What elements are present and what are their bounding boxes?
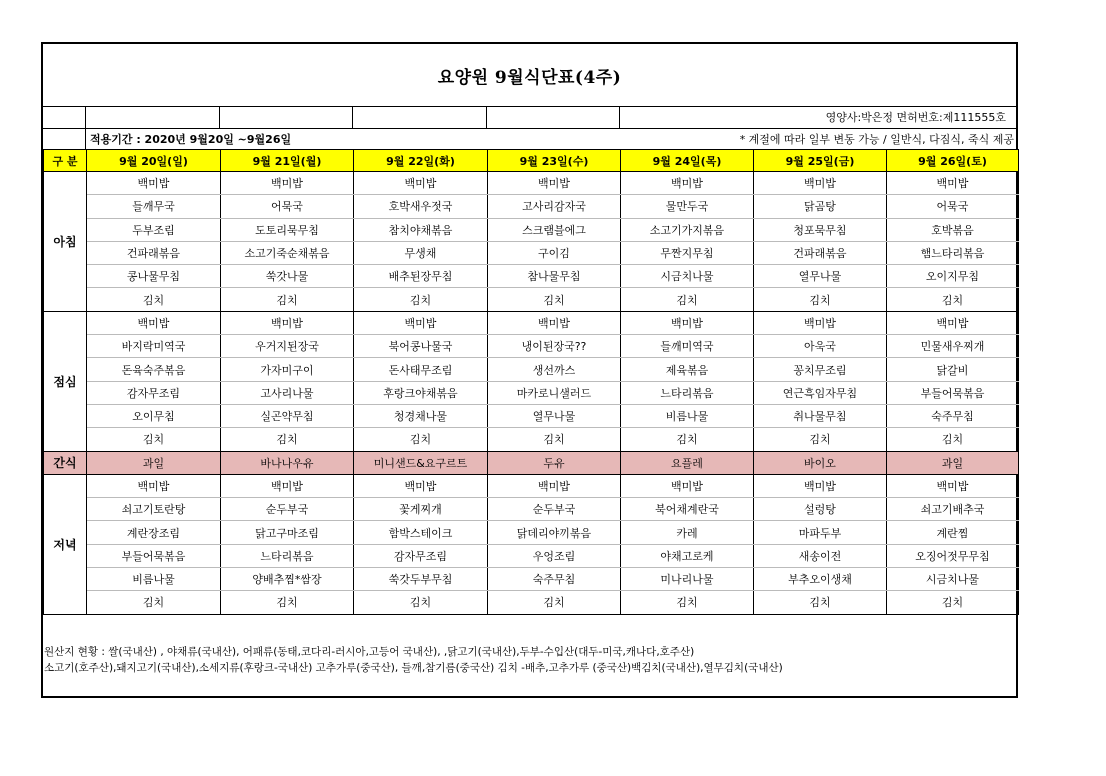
origin-line-2: 소고기(호주산),돼지고기(국내산),소세지류(후랑크-국내산) 고추가루(중국산), 들깨,참기름(중국산) 김치 -배추,고추가루 (중국산)백김치(국내산),열무김치(국내산) <box>44 662 783 674</box>
menu-item: 김치 <box>87 288 221 311</box>
menu-item: 김치 <box>621 428 754 451</box>
title-row <box>43 44 1016 107</box>
lunch-row <box>44 311 1019 334</box>
dinner-row <box>44 474 1019 497</box>
menu-item: 취나물무침 <box>754 404 887 427</box>
menu-item: 김치 <box>221 591 354 614</box>
menu-item: 백미밥 <box>621 311 754 334</box>
header-row <box>44 150 1019 172</box>
menu-item: 시금치나물 <box>887 568 1019 591</box>
dinner-row <box>44 521 1019 544</box>
menu-item: 참치야채볶음 <box>354 218 488 241</box>
menu-item: 청경채나물 <box>354 404 488 427</box>
menu-item: 닭데리야끼볶음 <box>488 521 621 544</box>
menu-item: 냉이된장국?? <box>488 335 621 358</box>
menu-item: 닭고구마조림 <box>221 521 354 544</box>
origin-info <box>43 644 1017 676</box>
menu-item: 백미밥 <box>87 311 221 334</box>
menu-item: 소고기죽순채볶음 <box>221 241 354 264</box>
lunch-label: 점심 <box>44 311 87 451</box>
menu-item: 시금치나물 <box>621 265 754 288</box>
menu-item: 백미밥 <box>621 172 754 195</box>
dietitian-info: 영양사:박은정 면허번호:제111555호 <box>825 111 1006 124</box>
menu-item: 무짠지무침 <box>621 241 754 264</box>
menu-item: 백미밥 <box>754 474 887 497</box>
info-row <box>43 106 1016 129</box>
menu-item: 김치 <box>354 288 488 311</box>
menu-item: 가자미구이 <box>221 358 354 381</box>
menu-item: 돈사태무조림 <box>354 358 488 381</box>
menu-item: 닭갈비 <box>887 358 1019 381</box>
snack-item: 바이오 <box>754 451 887 474</box>
menu-note: * 계절에 따라 일부 변동 가능 / 일반식, 다짐식, 죽식 제공 <box>739 133 1014 146</box>
origin-line-1: 원산지 현황 : 쌀(국내산) , 야채류(국내산), 어패류(동태,코다리-러시아,고등어 국내산), ,닭고기(국내산),두부-수입산(대두-미국,캐나다,호주산) <box>44 646 695 658</box>
info-cell <box>43 106 86 128</box>
menu-item: 북어채계란국 <box>621 498 754 521</box>
menu-item: 김치 <box>887 591 1019 614</box>
menu-item: 감자무조림 <box>354 544 488 567</box>
menu-table <box>43 149 1019 615</box>
menu-item: 물만두국 <box>621 195 754 218</box>
menu-item: 김치 <box>221 288 354 311</box>
breakfast-row <box>44 218 1019 241</box>
snack-item: 요플레 <box>621 451 754 474</box>
menu-item: 구이김 <box>488 241 621 264</box>
menu-item: 백미밥 <box>488 474 621 497</box>
menu-item: 감자무조림 <box>87 381 221 404</box>
day-header: 9월 21일(월) <box>221 150 354 172</box>
menu-item: 꽃게찌개 <box>354 498 488 521</box>
snack-item: 바나나우유 <box>221 451 354 474</box>
menu-item: 어묵국 <box>887 195 1019 218</box>
menu-item: 김치 <box>887 288 1019 311</box>
menu-item: 백미밥 <box>87 172 221 195</box>
breakfast-row <box>44 172 1019 195</box>
menu-item: 김치 <box>887 428 1019 451</box>
menu-item: 닭곰탕 <box>754 195 887 218</box>
page-title: 요양원 9월식단표(4주) <box>437 67 622 88</box>
day-header: 9월 24일(목) <box>621 150 754 172</box>
lunch-row <box>44 335 1019 358</box>
menu-item: 김치 <box>488 591 621 614</box>
menu-item: 야채고로케 <box>621 544 754 567</box>
menu-item: 부들어묵볶음 <box>87 544 221 567</box>
menu-item: 두부조림 <box>87 218 221 241</box>
day-header: 9월 22일(화) <box>354 150 488 172</box>
day-header: 9월 23일(수) <box>488 150 621 172</box>
menu-item: 오징어젓무무침 <box>887 544 1019 567</box>
menu-item: 호박볶음 <box>887 218 1019 241</box>
menu-item: 오이무침 <box>87 404 221 427</box>
menu-item: 쑥갓두부무침 <box>354 568 488 591</box>
menu-item: 김치 <box>754 591 887 614</box>
menu-item: 백미밥 <box>887 474 1019 497</box>
menu-item: 김치 <box>87 591 221 614</box>
snack-item: 두유 <box>488 451 621 474</box>
menu-item: 설렁탕 <box>754 498 887 521</box>
menu-item: 들깨무국 <box>87 195 221 218</box>
menu-item: 생선까스 <box>488 358 621 381</box>
menu-item: 햄느타리볶음 <box>887 241 1019 264</box>
menu-item: 양배추찜*쌈장 <box>221 568 354 591</box>
period-label-cell <box>43 128 86 149</box>
menu-item: 열무나물 <box>754 265 887 288</box>
menu-item: 비름나물 <box>621 404 754 427</box>
snack-label: 간식 <box>44 451 87 474</box>
menu-item: 백미밥 <box>488 311 621 334</box>
menu-item: 돈육숙주볶음 <box>87 358 221 381</box>
menu-item: 제육볶음 <box>621 358 754 381</box>
menu-item: 고사리나물 <box>221 381 354 404</box>
menu-item: 우엉조림 <box>488 544 621 567</box>
menu-item: 백미밥 <box>887 311 1019 334</box>
dinner-label: 저녁 <box>44 474 87 614</box>
day-header: 9월 25일(금) <box>754 150 887 172</box>
menu-item: 우거지된장국 <box>221 335 354 358</box>
snack-row <box>44 451 1019 474</box>
snack-item: 과일 <box>887 451 1019 474</box>
menu-item: 백미밥 <box>221 311 354 334</box>
menu-item: 숙주무침 <box>887 404 1019 427</box>
dinner-row <box>44 568 1019 591</box>
menu-item: 마카로니샐러드 <box>488 381 621 404</box>
menu-item: 어묵국 <box>221 195 354 218</box>
menu-item: 청포묵무침 <box>754 218 887 241</box>
menu-item: 건파래볶음 <box>87 241 221 264</box>
lunch-row <box>44 428 1019 451</box>
menu-item: 무생채 <box>354 241 488 264</box>
menu-item: 백미밥 <box>87 474 221 497</box>
menu-item: 열무나물 <box>488 404 621 427</box>
menu-item: 비름나물 <box>87 568 221 591</box>
menu-item: 호박새우젓국 <box>354 195 488 218</box>
menu-item: 계란장조림 <box>87 521 221 544</box>
info-cell <box>220 106 353 128</box>
menu-item: 쇠고기배추국 <box>887 498 1019 521</box>
breakfast-row <box>44 288 1019 311</box>
menu-item: 김치 <box>754 428 887 451</box>
menu-item: 부들어묵볶음 <box>887 381 1019 404</box>
menu-item: 백미밥 <box>354 474 488 497</box>
menu-item: 느타리볶음 <box>621 381 754 404</box>
breakfast-row <box>44 195 1019 218</box>
menu-item: 백미밥 <box>754 311 887 334</box>
menu-item: 백미밥 <box>221 172 354 195</box>
menu-item: 김치 <box>621 288 754 311</box>
menu-item: 계란찜 <box>887 521 1019 544</box>
menu-item: 김치 <box>488 288 621 311</box>
menu-item: 도토리묵무침 <box>221 218 354 241</box>
menu-item: 바지락미역국 <box>87 335 221 358</box>
menu-item: 순두부국 <box>488 498 621 521</box>
menu-item: 김치 <box>221 428 354 451</box>
info-cell <box>487 106 620 128</box>
period-row <box>43 128 1016 150</box>
menu-item: 김치 <box>488 428 621 451</box>
menu-item: 쑥갓나물 <box>221 265 354 288</box>
menu-item: 카레 <box>621 521 754 544</box>
breakfast-row <box>44 241 1019 264</box>
menu-item: 들깨미역국 <box>621 335 754 358</box>
menu-item: 새송이전 <box>754 544 887 567</box>
menu-item: 백미밥 <box>488 172 621 195</box>
breakfast-label: 아침 <box>44 172 87 312</box>
menu-item: 북어콩나물국 <box>354 335 488 358</box>
menu-item: 김치 <box>354 591 488 614</box>
application-period: 적용기간 : 2020년 9월20일 ~9월26일 <box>90 133 292 146</box>
menu-item: 참나물무침 <box>488 265 621 288</box>
menu-item: 느타리볶음 <box>221 544 354 567</box>
menu-item: 김치 <box>354 428 488 451</box>
menu-item: 민물새우찌개 <box>887 335 1019 358</box>
dinner-row <box>44 544 1019 567</box>
menu-item: 배추된장무침 <box>354 265 488 288</box>
menu-item: 아욱국 <box>754 335 887 358</box>
menu-item: 연근흑임자무침 <box>754 381 887 404</box>
menu-item: 백미밥 <box>754 172 887 195</box>
lunch-row <box>44 358 1019 381</box>
breakfast-row <box>44 265 1019 288</box>
menu-item: 김치 <box>754 288 887 311</box>
menu-item: 후랑크야채볶음 <box>354 381 488 404</box>
menu-item: 콩나물무침 <box>87 265 221 288</box>
menu-item: 백미밥 <box>354 172 488 195</box>
menu-item: 숙주무침 <box>488 568 621 591</box>
info-cell <box>86 106 220 128</box>
menu-item: 함박스테이크 <box>354 521 488 544</box>
lunch-row <box>44 404 1019 427</box>
info-cell <box>353 106 487 128</box>
menu-item: 부추오이생채 <box>754 568 887 591</box>
menu-item: 실곤약무침 <box>221 404 354 427</box>
menu-item: 쇠고기토란탕 <box>87 498 221 521</box>
menu-item: 꽁치무조림 <box>754 358 887 381</box>
menu-sheet <box>41 42 1018 698</box>
menu-item: 백미밥 <box>221 474 354 497</box>
day-header: 9월 20일(일) <box>87 150 221 172</box>
lunch-row <box>44 381 1019 404</box>
menu-item: 건파래볶음 <box>754 241 887 264</box>
menu-item: 백미밥 <box>621 474 754 497</box>
menu-item: 오이지무침 <box>887 265 1019 288</box>
menu-item: 김치 <box>87 428 221 451</box>
menu-item: 고사리감자국 <box>488 195 621 218</box>
day-header: 9월 26일(토) <box>887 150 1019 172</box>
category-header: 구 분 <box>44 150 87 172</box>
dinner-row <box>44 498 1019 521</box>
snack-item: 과일 <box>87 451 221 474</box>
menu-item: 마파두부 <box>754 521 887 544</box>
menu-item: 백미밥 <box>887 172 1019 195</box>
menu-item: 순두부국 <box>221 498 354 521</box>
menu-item: 스크램블에그 <box>488 218 621 241</box>
menu-item: 미나리나물 <box>621 568 754 591</box>
dinner-row <box>44 591 1019 614</box>
menu-item: 김치 <box>621 591 754 614</box>
snack-item: 미니샌드&요구르트 <box>354 451 488 474</box>
menu-item: 백미밥 <box>354 311 488 334</box>
menu-item: 소고기가지볶음 <box>621 218 754 241</box>
